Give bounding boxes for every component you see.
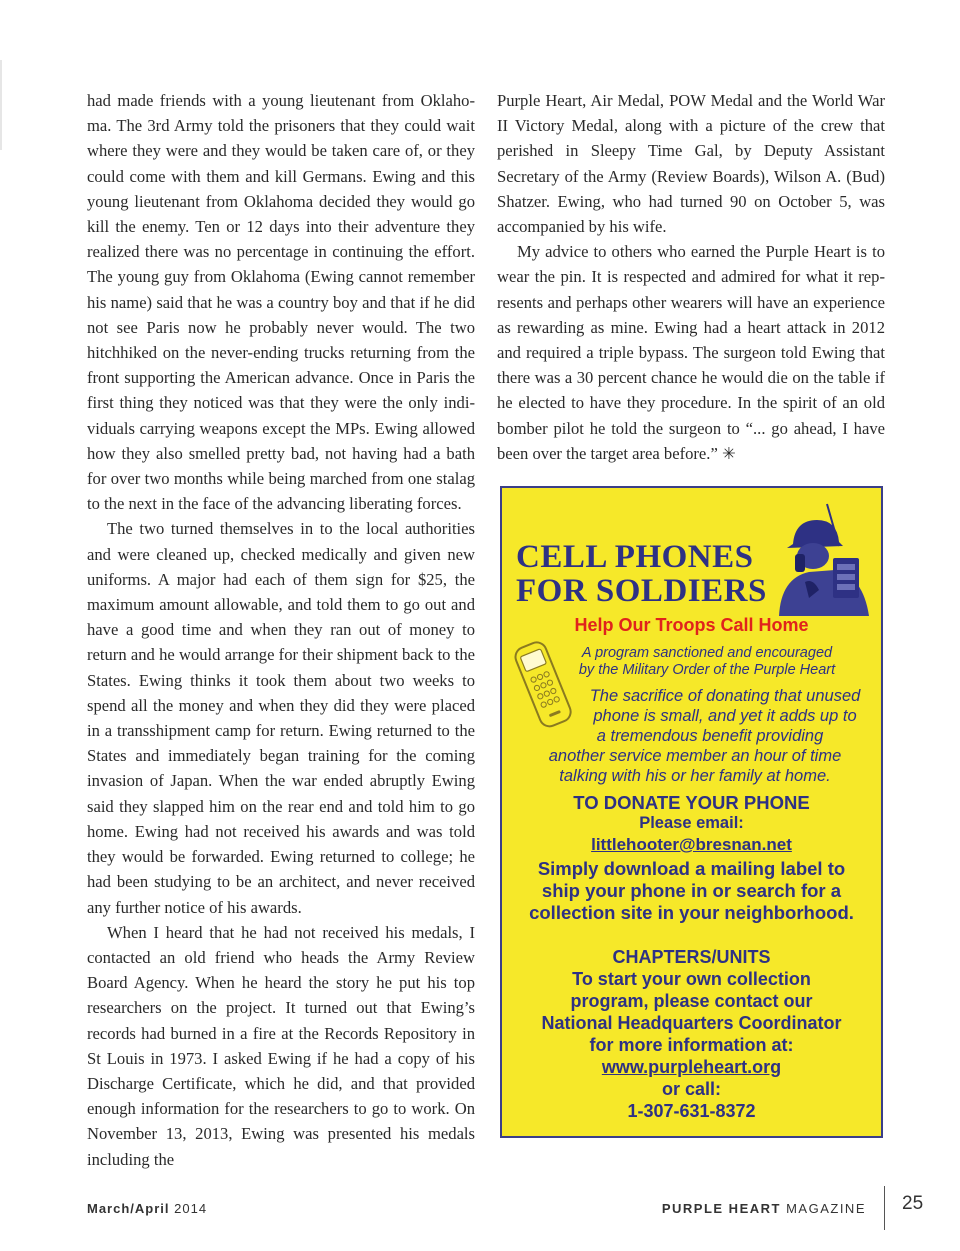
footer-issue-date <box>87 1201 207 1216</box>
ad-or-call: or call: <box>661 1079 722 1099</box>
footer-issue-year: 2014 <box>174 1201 208 1216</box>
ad-chapters-heading: CHAPTERS/UNITS <box>612 947 771 967</box>
ad-donate-section <box>502 792 881 855</box>
ad-chapters-section <box>502 946 881 1122</box>
cell-phones-for-soldiers-ad <box>500 486 883 1138</box>
ad-download-line: ship your phone in or search for a <box>541 880 842 901</box>
ad-subtitle: Help Our Troops Call Home <box>574 615 809 635</box>
page-number: 25 <box>902 1193 924 1214</box>
article-paragraph: Purple Heart, Air Medal, POW Medal and the World War II Victory Medal, along with a picture of the crew that perished in Sleepy Time Gal, by Deputy Assistant Secretary of the Army (Review Boards), Wilson A. (Bud) Shatzer. Ewing, who had turned 90 on October 5, was accompanied by his wife. <box>497 91 885 237</box>
ad-chapters-line: National Headquarters Coordinator <box>541 1013 842 1033</box>
ad-email-prompt: Please email: <box>639 814 744 832</box>
ad-chapters-line: To start your own collection <box>572 969 811 989</box>
ad-sacrifice-text <box>520 686 870 786</box>
ad-chapters-line: program, please contact our <box>570 991 813 1011</box>
ad-sacrifice-line: a tremendous benefit providing <box>596 727 824 745</box>
article-right-column <box>497 88 885 466</box>
ad-program-line: A program sanctioned and encouraged <box>581 645 833 661</box>
ad-email-link[interactable]: littlehooter@bresnan.net <box>591 835 792 854</box>
article-paragraph: When I heard that he had not received his medals, I contacted an old friend who heads the Army Review Board Agency. When he heard the story he put his top researchers on the project. It turned out that Ewing’s records had burned in a fire at the Records Repository in St Louis in 1973. I asked Ewing if he had a copy of his Discharge Certificate, which he did, and that provided enough information for the researchers to go to work. On November 13, 2013, Ewing was presented his medals including the <box>87 922 475 1169</box>
ad-title-line: FOR SOLDIERS <box>516 573 767 609</box>
footer-magazine-rest: MAGAZINE <box>786 1201 866 1216</box>
ad-download-section <box>502 858 881 924</box>
article-paragraph: had made friends with a young lieutenant from Oklahoma. The 3rd Army told the prisoners that they could wait where they were and they would be taken care of, or they could come with them and kill Germans. Ewing and this young lieutenant from Oklahoma decided they would go kill the enemy. Ten or 12 days into their adventure they realized there was no percentage in continuing the effort. The young guy from Oklahoma (Ewing cannot remember his name) said that he was a country boy and that if he did not see Paris now he probably never would. The two hitchhiked on the never-ending trucks returning from the front supporting the American advance. Once in Paris the first thing they noticed was that they were the only individuals carrying weapons except the MPs. Ewing allowed how they also smelled pretty bad, not having had a bath for over two months while being marched from one stalag to the next in the face of the advancing liberating forces. <box>87 91 475 514</box>
page-edge-mark <box>0 60 2 150</box>
article-left-column <box>87 88 475 1172</box>
ad-sacrifice-line: phone is small, and yet it adds up to <box>593 707 857 725</box>
ad-donate-heading: TO DONATE YOUR PHONE <box>573 792 810 813</box>
footer-magazine-bold: PURPLE HEART <box>661 1201 781 1216</box>
ad-program-line: by the Military Order of the Purple Heart <box>578 662 836 678</box>
ad-title <box>516 540 806 608</box>
ad-sacrifice-line: another service member an hour of time <box>548 747 842 765</box>
ad-program-text <box>542 645 872 679</box>
article-paragraph: The two turned themselves in to the local authorities and were cleaned up, checked medically and given new uniforms. A major had each of them sign for $25, the maximum amount allowable, and told them to go out and have a good time and when they ran out of money to return and he would arrange for their shipment back to the States. Ewing thinks it took them about two weeks to spend all the money and when they did they were placed in a transshipment camp for return. Ewing returned to the States and immediately began training for the coming invasion of Japan. When the war ended abruptly Ewing said they slapped him on the rear end and told him to go home. Ewing had not received his awards and was told they would be forwarded. Ewing returned to college; he had been studying to be an architect, and never received any further notice of his awards. <box>87 519 475 917</box>
ad-sacrifice-line: The sacrifice of donating that unused <box>589 687 861 705</box>
ad-sacrifice-line: talking with his or her family at home. <box>559 767 831 785</box>
ad-website-link[interactable]: www.purpleheart.org <box>601 1057 782 1077</box>
ad-chapters-line: for more information at: <box>589 1035 794 1055</box>
footer-magazine-name <box>662 1201 866 1216</box>
ad-download-line: Simply download a mailing label to <box>537 858 846 879</box>
footer-issue-month: March/April <box>87 1201 170 1216</box>
article-paragraph: My advice to others who earned the Purple Heart is to wear the pin. It is respected and admired for what it represents and perhaps other wearers will have an experience as rewarding as mine. Ewing had a heart attack in 2012 and required a triple bypass. The surgeon told Ewing that there was a 30 percent chance he would die on the table if he elected to have they procedure. In the spirit of an old bomber pilot he told the surgeon to “... go ahead, I have been over the target area before.” ✳ <box>497 242 885 463</box>
footer-divider <box>884 1186 885 1230</box>
ad-phone-number: 1-307-631-8372 <box>627 1101 756 1121</box>
ad-download-line: collection site in your neighborhood. <box>529 902 854 923</box>
ad-title-line: CELL PHONES <box>516 539 754 575</box>
